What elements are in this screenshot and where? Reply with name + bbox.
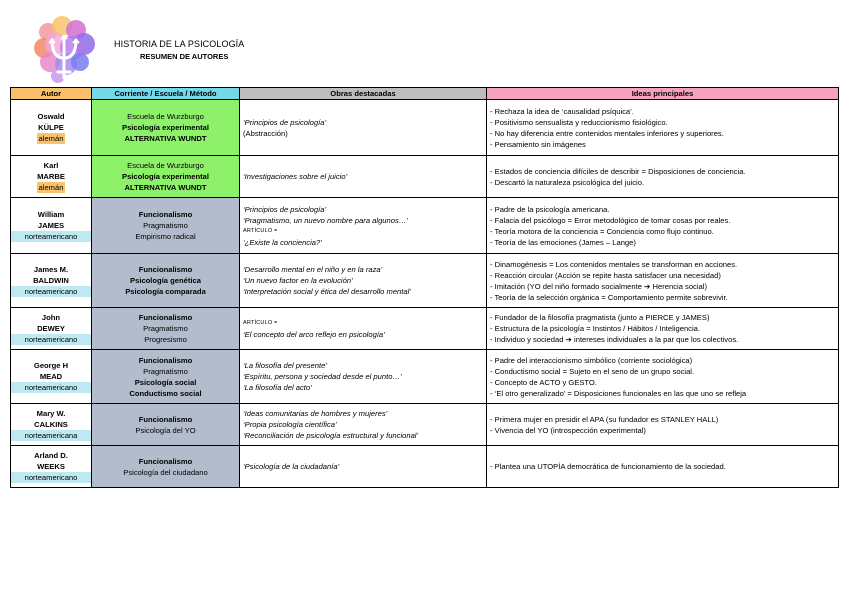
author-cell [11,308,92,350]
current-cell [92,308,240,350]
page-subtitle: RESUMEN DE AUTORES [140,52,229,61]
works-cell [240,308,487,350]
ideas-cell [487,100,839,156]
current-line: Escuela de Wurzburgo [127,112,204,121]
current-line: Psicología experimental [122,172,209,181]
table-header-row [11,88,839,100]
author-last-name: WEEKS [37,462,65,471]
current-cell [92,350,240,404]
current-line: ALTERNATIVA WUNDT [124,183,207,192]
idea-line: - Padre del interaccionismo simbólico (corriente sociológica) [490,355,693,365]
works-cell [240,156,487,198]
work-title: ‘El concepto del arco reflejo en psicología’ [243,329,385,339]
author-last-name: KÜLPE [38,123,64,132]
works-cell [240,198,487,254]
work-title: ‘La filosofía del acto’ [243,383,312,392]
current-line: Psicología del YO [135,425,196,435]
current-line: Pragmatismo [143,366,188,376]
work-title: ‘Ideas comunitarias de hombres y mujeres’ [243,409,388,418]
nationality-badge: norteamericano [11,382,91,393]
idea-line: - Individuo y sociedad ➔ intereses individuales a la par que los colectivos. [490,335,739,344]
current-cell [92,446,240,488]
work-title: ‘Propia psicología científica’ [243,420,337,429]
ideas-cell [487,156,839,198]
idea-line: - Padre de la psicología americana. [490,204,610,214]
work-title: ‘Principios de psicología’ [243,204,327,214]
work-line [243,226,483,248]
current-cell [92,100,240,156]
ideas-cell [487,404,839,446]
column-header-ideas: Ideas principales [487,88,839,100]
ideas-cell [487,198,839,254]
author-cell [11,254,92,308]
author-cell [11,198,92,254]
author-last-name: MEAD [39,372,63,381]
current-cell [92,254,240,308]
idea-line: - Reacción circular (Acción se repite hasta satisfacer una necesidad) [490,270,721,280]
idea-line: - Falacia del psicólogo = Error metodológico de tomar cosas por reales. [490,215,731,225]
idea-line: - Teoría de las emociones (James – Lange) [490,237,636,247]
authors-table [10,87,839,488]
current-cell [92,156,240,198]
nationality-badge: norteamericano [11,286,91,297]
idea-line: - Plantea una UTOPÍA democrática de funcionamiento de la sociedad. [490,462,726,471]
work-title: ‘Un nuevo factor en la evolución’ [243,276,353,285]
psychology-logo [28,14,100,84]
works-cell [240,254,487,308]
work-title: ‘Interpretación social y ética del desarrollo mental’ [243,287,411,296]
idea-line: - Concepto de ACTO y GESTO. [490,377,597,387]
table-row [11,156,839,198]
author-cell [11,100,92,156]
work-title: ‘Pragmatismo, un nuevo nombre para algunos…’ [243,215,409,225]
ideas-cell [487,308,839,350]
author-first-name: George H [33,361,69,370]
author-cell [11,350,92,404]
author-last-name: JAMES [37,221,65,230]
author-last-name: DEWEY [37,324,65,333]
current-line: Funcionalismo [138,313,193,322]
current-line: Funcionalismo [138,265,193,274]
idea-line: - Estados de conciencia difíciles de describir = Disposiciones de conciencia. [490,166,746,176]
work-title: ‘Psicología de la ciudadanía’ [243,462,340,471]
column-header-obras: Obras destacadas [240,88,487,100]
current-line: Psicología del ciudadano [123,467,208,477]
work-title: ‘Principios de psicología’ [243,117,327,127]
article-prefix: ARTÍCULO = [243,227,278,234]
author-first-name: Karl [43,161,59,170]
nationality-badge: norteamericana [11,430,91,441]
idea-line: - Conductismo social = Sujeto en el seno de un grupo social. [490,366,695,376]
works-cell [240,100,487,156]
current-line: Psicología comparada [125,287,206,296]
table-row [11,308,839,350]
table-row [11,100,839,156]
idea-line: - Positivismo sensualista y reduccionismo fisiológico. [490,117,668,127]
table-row [11,404,839,446]
column-header-autor: Autor [11,88,92,100]
idea-line: - Teoría de la selección orgánica = Comportamiento permite sobrevivir. [490,292,728,302]
author-last-name: MARBE [37,172,65,181]
works-cell [240,446,487,488]
author-cell [11,156,92,198]
current-line: Escuela de Wurzburgo [127,161,204,170]
author-cell [11,404,92,446]
current-line: Psicología experimental [122,123,209,132]
page-title: HISTORIA DE LA PSICOLOGÍA [114,39,245,49]
nationality-badge: alemán [38,134,64,143]
nationality-badge: alemán [38,183,64,192]
current-line: Funcionalismo [138,456,193,466]
current-line: Psicología social [134,377,197,387]
work-title: ‘Desarrollo mental en el niño y en la raza’ [243,265,383,274]
ideas-cell [487,446,839,488]
table-row [11,254,839,308]
ideas-cell [487,350,839,404]
table-row [11,350,839,404]
author-first-name: John [41,313,61,322]
author-last-name: BALDWIN [33,276,69,285]
nationality-badge: norteamericano [11,472,91,483]
works-cell [240,404,487,446]
idea-line: - ‘El otro generalizado’ = Disposiciones funcionales en las que uno se refleja [490,388,747,398]
idea-line: - Estructura de la psicología = Instintos / Hábitos / Inteligencia. [490,324,700,333]
current-line: Pragmatismo [143,221,188,230]
current-line: Funcionalismo [138,414,193,424]
idea-line: - Imitación (YO del niño formado socialmente ➔ Herencia social) [490,281,707,291]
current-cell [92,198,240,254]
idea-line: - Pensamiento sin imágenes [490,139,586,149]
table-row [11,446,839,488]
works-cell [240,350,487,404]
work-title: ‘Espíritu, persona y sociedad desde el punto…’ [243,372,402,381]
work-title: ‘La filosofía del presente’ [243,361,328,370]
author-first-name: William [37,210,65,219]
current-line: Psicología genética [130,276,201,285]
author-first-name: Arland D. [34,451,68,460]
current-line: ALTERNATIVA WUNDT [124,134,207,143]
work-note: (Abstracción) [243,128,288,138]
current-cell [92,404,240,446]
current-line: Funcionalismo [138,355,193,365]
idea-line: - Vivencia del YO (introspección experimental) [490,425,646,435]
idea-line: - Fundador de la filosofía pragmatista (junto a PIERCE y JAMES) [490,313,710,322]
work-line [243,117,483,139]
work-line [243,318,483,340]
idea-line: - Descartó la naturaleza psicológica del juicio. [490,177,645,187]
work-title: ‘¿Existe la conciencia?’ [243,237,322,247]
nationality-badge: norteamericano [11,334,91,345]
idea-line: - Teoría motora de la conciencia = Conciencia como flujo continuo. [490,226,714,236]
column-header-corriente: Corriente / Escuela / Método [92,88,240,100]
article-prefix: ARTÍCULO = [243,319,278,326]
author-first-name: Oswald [37,112,65,121]
author-last-name: CALKINS [34,420,68,429]
current-line: Pragmatismo [143,324,188,333]
idea-line: - No hay diferencia entre contenidos mentales inferiores y superiores. [490,128,724,138]
idea-line: - Dinamogénesis = Los contenidos mentales se transforman en acciones. [490,259,738,269]
current-line: Funcionalismo [138,210,193,219]
author-cell [11,446,92,488]
work-title: ‘Reconciliación de psicología estructural y funcional’ [243,431,419,440]
current-line: Conductismo social [129,388,202,398]
author-first-name: Mary W. [36,409,66,418]
current-line: Empirismo radical [135,232,196,241]
current-line: Progresismo [144,335,187,344]
work-title: ‘Investigaciones sobre el juicio’ [243,172,348,181]
nationality-badge: norteamericano [11,231,91,242]
author-first-name: James M. [33,265,69,274]
ideas-cell [487,254,839,308]
idea-line: - Primera mujer en presidir el APA (su fundador es STANLEY HALL) [490,414,719,424]
table-row [11,198,839,254]
idea-line: - Rechaza la idea de ‘causalidad psíquica’. [490,106,634,116]
